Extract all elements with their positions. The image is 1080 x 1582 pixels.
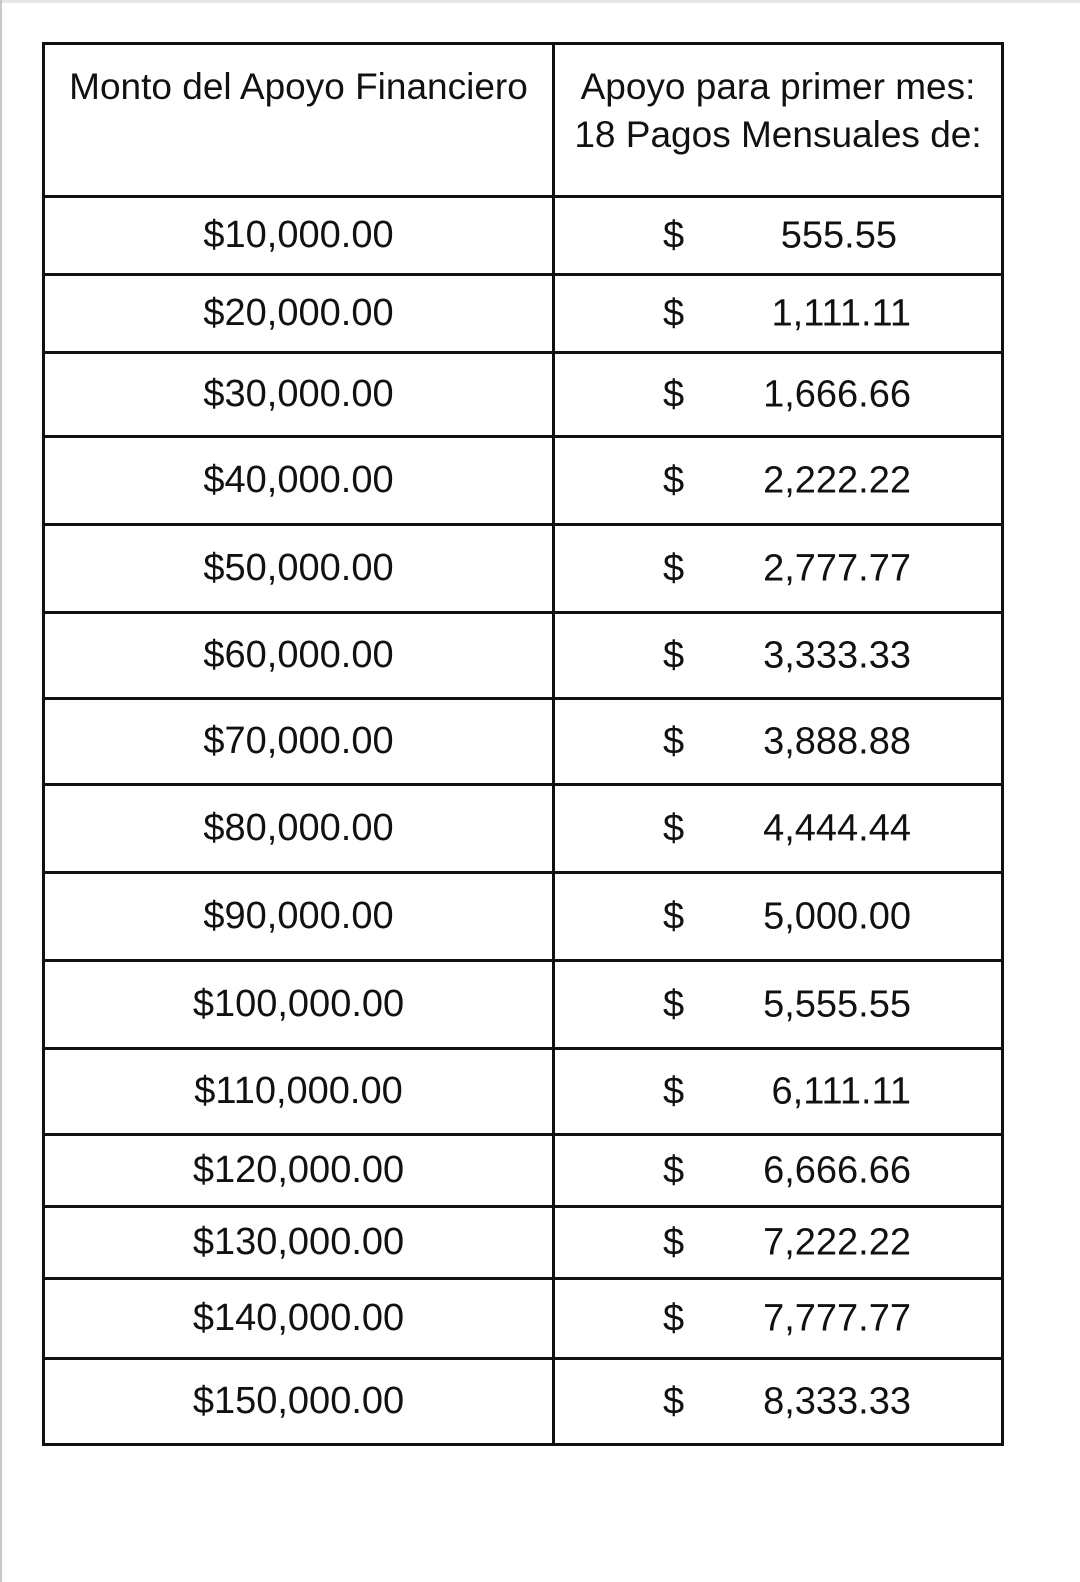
payment-value: 7,222.22 [763,1221,911,1263]
payment-value: 3,888.88 [763,720,911,762]
table-row [44,785,1003,873]
payment-value: 2,777.77 [763,547,911,589]
amount-cell: $140,000.00 [44,1279,554,1359]
currency-sign: $ [663,547,685,589]
amount-cell: $20,000.00 [44,275,554,353]
payment-value: 5,555.55 [763,983,911,1025]
payment-cell [554,1359,1003,1445]
table-row [44,275,1003,353]
payment-table [42,42,1004,1446]
table-row [44,437,1003,525]
payment-cell [554,1049,1003,1135]
header-payment-line2: 18 Pagos Mensuales de: [574,114,982,155]
table-row [44,353,1003,437]
amount-cell: $30,000.00 [44,353,554,437]
payment-cell [554,1207,1003,1279]
amount-cell: $80,000.00 [44,785,554,873]
amount-cell: $50,000.00 [44,525,554,613]
currency-sign: $ [663,1297,685,1339]
payment-cell [554,873,1003,961]
table-row [44,873,1003,961]
payment-value: 4,444.44 [763,807,911,849]
header-payment [554,44,1003,197]
amount-cell: $60,000.00 [44,613,554,699]
payment-cell [554,699,1003,785]
currency-sign: $ [663,214,685,256]
table-row [44,1135,1003,1207]
table-row [44,1279,1003,1359]
header-payment-line1: Apoyo para primer mes: [580,66,976,107]
currency-sign: $ [663,895,685,937]
amount-cell: $110,000.00 [44,1049,554,1135]
currency-sign: $ [663,983,685,1025]
payment-cell [554,961,1003,1049]
payment-cell [554,437,1003,525]
payment-value: 2,222.22 [763,459,911,501]
payment-cell [554,353,1003,437]
payment-value: 6,666.66 [763,1149,911,1191]
currency-sign: $ [663,1221,685,1263]
table-row [44,961,1003,1049]
currency-sign: $ [663,1149,685,1191]
amount-cell: $120,000.00 [44,1135,554,1207]
currency-sign: $ [663,1380,685,1422]
table-body [44,197,1003,1445]
payment-value: 555.55 [780,214,897,256]
table-row [44,699,1003,785]
table-row [44,613,1003,699]
amount-cell: $70,000.00 [44,699,554,785]
currency-sign: $ [663,720,685,762]
currency-sign: $ [663,1070,685,1112]
amount-cell: $40,000.00 [44,437,554,525]
payment-value: 1,666.66 [763,373,911,415]
table-row [44,1207,1003,1279]
header-amount-label: Monto del Apoyo Financiero [69,66,528,107]
currency-sign: $ [663,459,685,501]
payment-cell [554,613,1003,699]
currency-sign: $ [663,807,685,849]
amount-cell: $90,000.00 [44,873,554,961]
table-row [44,1049,1003,1135]
table-row [44,525,1003,613]
payment-cell [554,197,1003,275]
payment-cell [554,1135,1003,1207]
payment-value: 5,000.00 [763,895,911,937]
payment-value: 8,333.33 [763,1380,911,1422]
header-amount [44,44,554,197]
payment-value: 3,333.33 [763,634,911,676]
amount-cell: $100,000.00 [44,961,554,1049]
payment-cell [554,525,1003,613]
payment-cell [554,785,1003,873]
payment-cell [554,275,1003,353]
table-row [44,1359,1003,1445]
payment-cell [554,1279,1003,1359]
amount-cell: $10,000.00 [44,197,554,275]
payment-value: 1,111.11 [771,292,911,334]
table-header-row [44,44,1003,197]
currency-sign: $ [663,373,685,415]
currency-sign: $ [663,292,685,334]
amount-cell: $130,000.00 [44,1207,554,1279]
payment-value: 7,777.77 [763,1297,911,1339]
amount-cell: $150,000.00 [44,1359,554,1445]
top-divider [0,0,1080,3]
left-divider [0,0,2,1582]
payment-value: 6,111.11 [771,1070,911,1112]
currency-sign: $ [663,634,685,676]
table-row [44,197,1003,275]
